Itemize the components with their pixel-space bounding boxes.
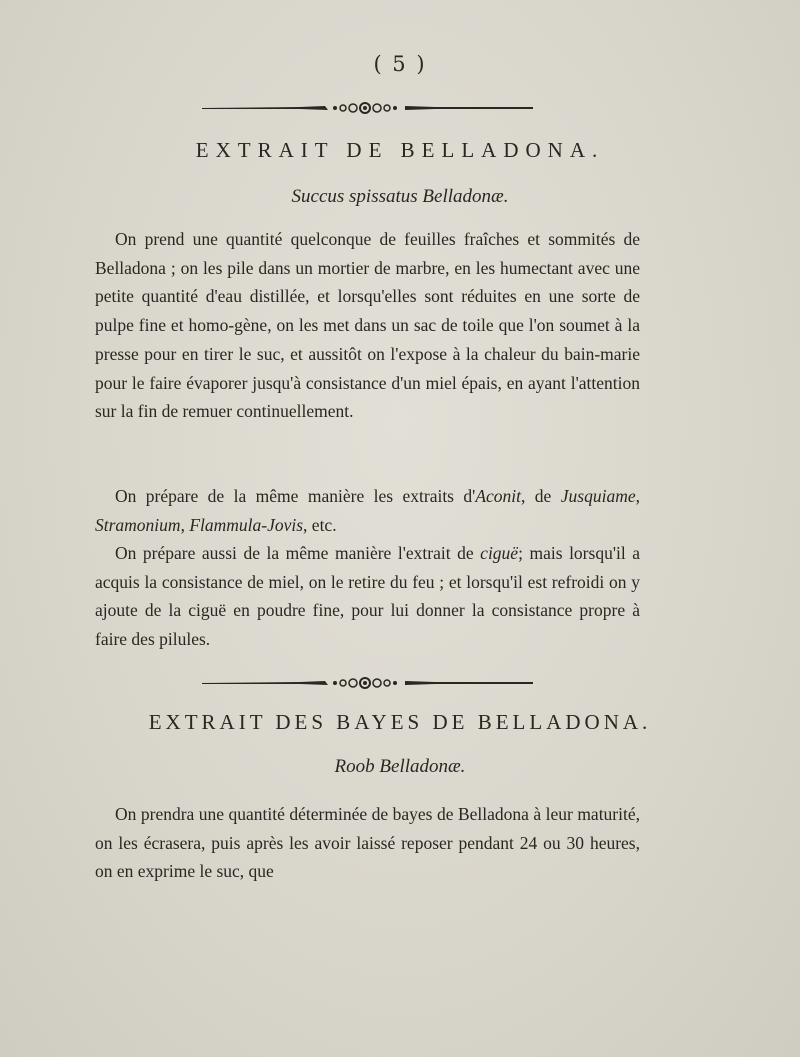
paragraph-cigue [95, 539, 640, 654]
plant-aconit: Aconit [475, 486, 522, 506]
paragraph-text-start: On prépare de la même manière les extraits d' [115, 486, 476, 506]
section-title-extrait-bayes: EXTRAIT DES BAYES DE BELLADONA. [148, 710, 652, 734]
paragraph-text: On prendra une quantité déterminée de bayes de Belladona à leur maturité, on les écrasera, puis après les avoir laissé reposer pendant 24 ou 30 heures, on en exprime le suc, que [95, 804, 640, 882]
paragraph-bayes [95, 800, 640, 886]
plant-stramonium: Stramonium [95, 514, 181, 535]
separator: , [180, 514, 190, 535]
ornamental-rule-top [200, 100, 535, 116]
paragraph-text-end: ; mais lorsqu'il a acquis la consistance de miel, on le retire du feu ; et lorsqu'il est refroidi on y ajoute de la ciguë en poudre fine, pour lui donner la consistance propre à faire des pilules. [95, 543, 640, 650]
ornamental-rule-middle [200, 675, 535, 691]
plant-jusquiame: Jusquiame [560, 486, 636, 506]
separator: , [635, 486, 640, 506]
paragraph-text-start: On prépare aussi de la même manière l'extrait de [115, 543, 481, 563]
paragraph-preparation [95, 225, 640, 426]
paragraph-text: On prend une quantité quelconque de feuilles fraîches et sommités de Belladona ; on les pile dans un mortier de marbre, en les humectant avec une petite quantité d'eau distillée, et lorsqu'elles sont réduites en une sorte de pulpe fine et homo-gène, on les met dans un sac de toile que l'on soumet à la presse pour en tirer le suc, et aussitôt on l'expose à la chaleur du bain-marie pour le faire évaporer jusqu'à consistance d'un miel épais, en ayant l'attention sur la fin de remuer continuellement. [95, 229, 640, 422]
section-subtitle-roob: Roob Belladonæ. [334, 756, 466, 777]
section-title-extrait-belladona: EXTRAIT DE BELLADONA. [195, 138, 605, 162]
paragraph-other-extracts [95, 482, 640, 539]
paragraph-text-end: , etc. [303, 514, 337, 535]
plant-cigue: ciguë [480, 543, 519, 563]
plant-flammula-jovis: Flammula-Jovis [189, 514, 304, 535]
page-number: ( 5 ) [373, 52, 427, 76]
section-subtitle-succus: Succus spissatus Belladonæ. [291, 186, 509, 207]
separator: , de [521, 486, 561, 506]
